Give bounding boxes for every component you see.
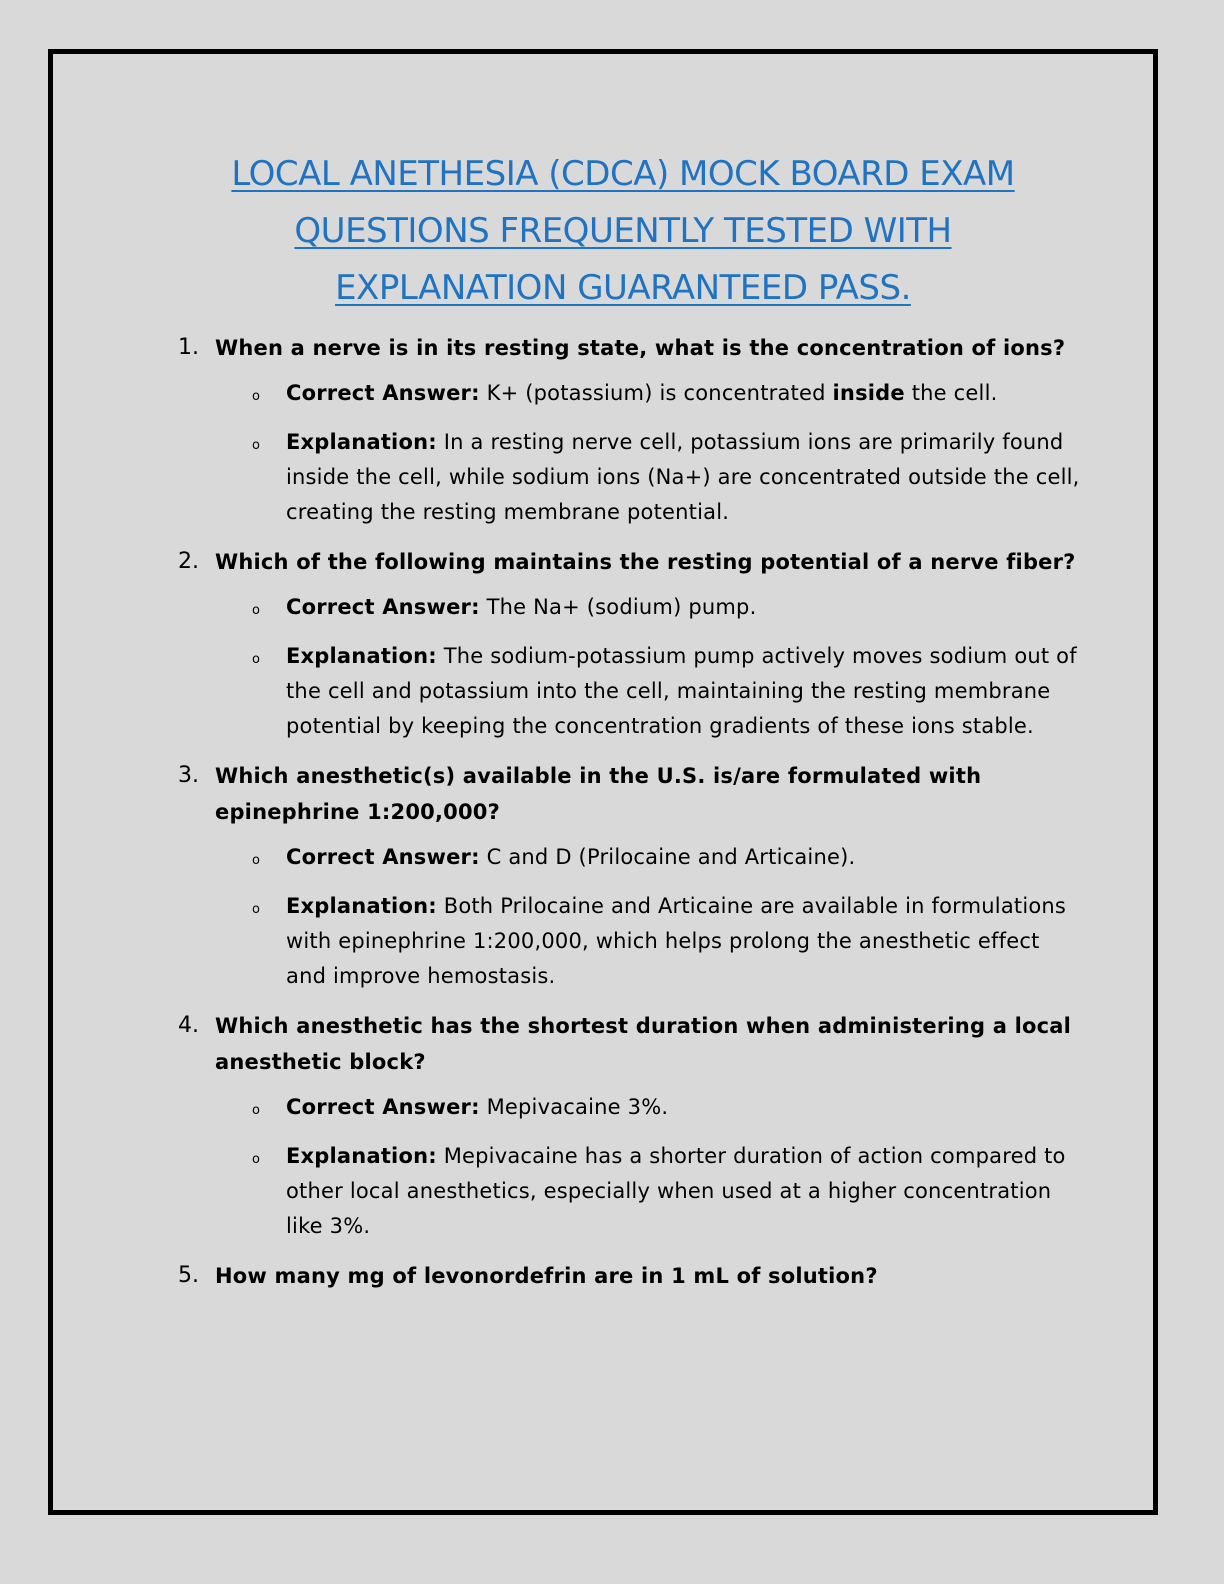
question-text: Which of the following maintains the resting potential of a nerve fiber? (215, 550, 1076, 574)
explanation-text: The sodium-potassium pump actively moves sodium out of the cell and potassium into the cell, maintaining the resting membrane potential by keeping the concentration gradients of these ions stable. (286, 644, 1077, 738)
bullet-icon: o (252, 853, 261, 868)
explanation (215, 639, 1083, 744)
answer-list (215, 376, 1083, 530)
answer-emphasis: inside (832, 381, 905, 405)
explanation-label: Explanation: (286, 1144, 437, 1168)
explanation (215, 1139, 1083, 1244)
answer-label: Correct Answer: (286, 1095, 480, 1119)
question-item (178, 1008, 1083, 1244)
question-item (178, 758, 1083, 994)
explanation-label: Explanation: (286, 894, 437, 918)
explanation (215, 425, 1083, 530)
question-item (178, 544, 1083, 744)
bullet-icon: o (252, 1103, 261, 1118)
correct-answer (215, 1090, 1083, 1125)
title-line-2: QUESTIONS FREQUENTLY TESTED WITH (294, 211, 952, 251)
question-text: When a nerve is in its resting state, what is the concentration of ions? (215, 336, 1066, 360)
bullet-icon: o (252, 389, 261, 404)
explanation-text: In a resting nerve cell, potassium ions are primarily found inside the cell, while sodium ions (Na+) are concentrated outside the cell, creating the resting membrane potential. (286, 430, 1080, 524)
answer-text: C and D (Prilocaine and Articaine). (486, 845, 856, 869)
answer-text: The Na+ (sodium) pump. (486, 595, 757, 619)
explanation-label: Explanation: (286, 430, 437, 454)
correct-answer (215, 376, 1083, 411)
answer-list (215, 1090, 1083, 1244)
bullet-icon: o (252, 902, 261, 917)
question-text: Which anesthetic(s) available in the U.S. is/are formulated with epinephrine 1:200,000? (215, 764, 982, 824)
question-number: 3. (178, 763, 199, 788)
question-item (178, 1258, 1083, 1294)
explanation-text: Both Prilocaine and Articaine are available in formulations with epinephrine 1:200,000, which helps prolong the anesthetic effect and improve hemostasis. (286, 894, 1067, 988)
question-number: 1. (178, 335, 199, 360)
question-number: 4. (178, 1013, 199, 1038)
explanation-label: Explanation: (286, 644, 437, 668)
question-text: How many mg of levonordefrin are in 1 mL of solution? (215, 1264, 878, 1288)
bullet-icon: o (252, 438, 261, 453)
title-line-1: LOCAL ANETHESIA (CDCA) MOCK BOARD EXAM (231, 154, 1015, 194)
bullet-icon: o (252, 652, 261, 667)
answer-label: Correct Answer: (286, 381, 480, 405)
title-line-3: EXPLANATION GUARANTEED PASS. (335, 268, 911, 308)
answer-label: Correct Answer: (286, 845, 480, 869)
answer-text-end: the cell. (911, 381, 998, 405)
question-number: 2. (178, 549, 199, 574)
question-item (178, 330, 1083, 530)
explanation (215, 889, 1083, 994)
answer-list (215, 590, 1083, 744)
question-number: 5. (178, 1263, 199, 1288)
explanation-text: Mepivacaine has a shorter duration of action compared to other local anesthetics, especially when used at a higher concentration like 3%. (286, 1144, 1066, 1238)
question-text: Which anesthetic has the shortest duration when administering a local anesthetic block? (215, 1014, 1072, 1074)
bullet-icon: o (252, 1152, 261, 1167)
answer-text: K+ (potassium) is concentrated (486, 381, 826, 405)
question-list (178, 330, 1083, 1308)
correct-answer (215, 840, 1083, 875)
answer-text: Mepivacaine 3%. (486, 1095, 669, 1119)
bullet-icon: o (252, 603, 261, 618)
answer-label: Correct Answer: (286, 595, 480, 619)
document-title (150, 146, 1096, 317)
answer-list (215, 840, 1083, 994)
correct-answer (215, 590, 1083, 625)
